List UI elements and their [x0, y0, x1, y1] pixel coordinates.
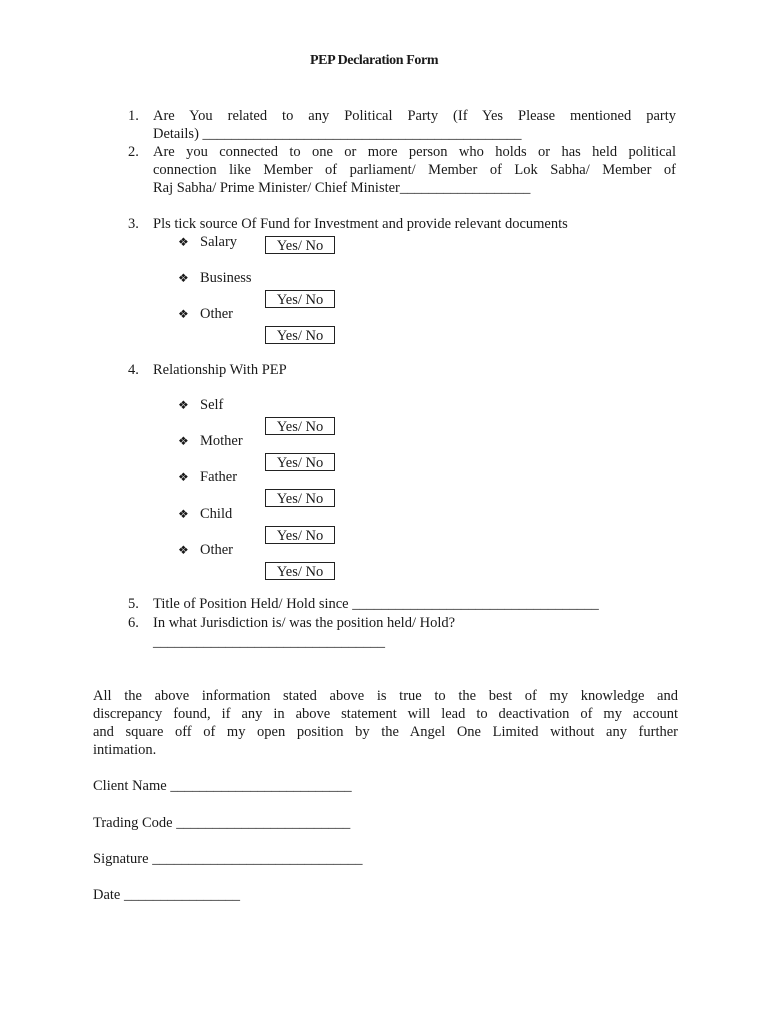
q4-item-mother: ❖ Mother [178, 433, 243, 449]
q4-item-self: ❖ Self [178, 397, 224, 413]
declaration-paragraph: All the above information stated above is true to the best of my knowledge and discrepancy found, if any in above statement will lead to deactivation of my account and square off of my open position by the Angel One Limited without any further intimation. [93, 688, 678, 758]
bullet-icon: ❖ [178, 398, 189, 412]
q3-number: 3. [128, 216, 139, 232]
bullet-icon: ❖ [178, 307, 189, 321]
q4-item-child: ❖ Child [178, 506, 233, 522]
mother-yes-no-box[interactable]: Yes/ No [265, 453, 335, 471]
q1-line1: Are You related to any Political Party (If Yes Please mentioned party [153, 108, 676, 124]
q2-line2: connection like Member of parliament/ Member of Lok Sabha/ Member of [153, 162, 676, 178]
page-title: PEP Declaration Form [310, 53, 439, 68]
salary-yes-no-box[interactable]: Yes/ No [265, 236, 335, 254]
bullet-icon: ❖ [178, 543, 189, 557]
q3-item-business: ❖ Business [178, 270, 252, 286]
date-field[interactable]: Date ________________ [93, 887, 240, 903]
q6-number: 6. [128, 615, 139, 631]
q5-text[interactable]: Title of Position Held/ Hold since __________________________________ [153, 596, 599, 612]
q1-number: 1. [128, 108, 139, 124]
q3-text: Pls tick source Of Fund for Investment and provide relevant documents [153, 216, 568, 232]
q2-line1: Are you connected to one or more person who holds or has held political [153, 144, 676, 160]
business-yes-no-box[interactable]: Yes/ No [265, 290, 335, 308]
q6-text: In what Jurisdiction is/ was the position held/ Hold? [153, 615, 456, 631]
bullet-icon: ❖ [178, 235, 189, 249]
bullet-icon: ❖ [178, 271, 189, 285]
father-yes-no-box[interactable]: Yes/ No [265, 489, 335, 507]
q5-number: 5. [128, 596, 139, 612]
other-fund-yes-no-box[interactable]: Yes/ No [265, 326, 335, 344]
signature-field[interactable]: Signature _____________________________ [93, 851, 363, 867]
client-name-field[interactable]: Client Name _________________________ [93, 778, 352, 794]
bullet-icon: ❖ [178, 470, 189, 484]
other-relation-yes-no-box[interactable]: Yes/ No [265, 562, 335, 580]
q1-line2: Details) ____________________________________________ [153, 126, 522, 142]
q6-blank[interactable]: ________________________________ [153, 634, 385, 650]
q2-number: 2. [128, 144, 139, 160]
self-yes-no-box[interactable]: Yes/ No [265, 417, 335, 435]
q2-line3: Raj Sabha/ Prime Minister/ Chief Minister__________________ [153, 180, 531, 196]
q4-number: 4. [128, 362, 139, 378]
q3-item-other: ❖ Other [178, 306, 234, 322]
bullet-icon: ❖ [178, 507, 189, 521]
trading-code-field[interactable]: Trading Code ________________________ [93, 815, 351, 831]
bullet-icon: ❖ [178, 434, 189, 448]
q4-item-father: ❖ Father [178, 469, 238, 485]
q3-item-salary: ❖ Salary [178, 234, 238, 250]
child-yes-no-box[interactable]: Yes/ No [265, 526, 335, 544]
q4-item-other: ❖ Other [178, 542, 234, 558]
q4-text: Relationship With PEP [153, 362, 287, 378]
